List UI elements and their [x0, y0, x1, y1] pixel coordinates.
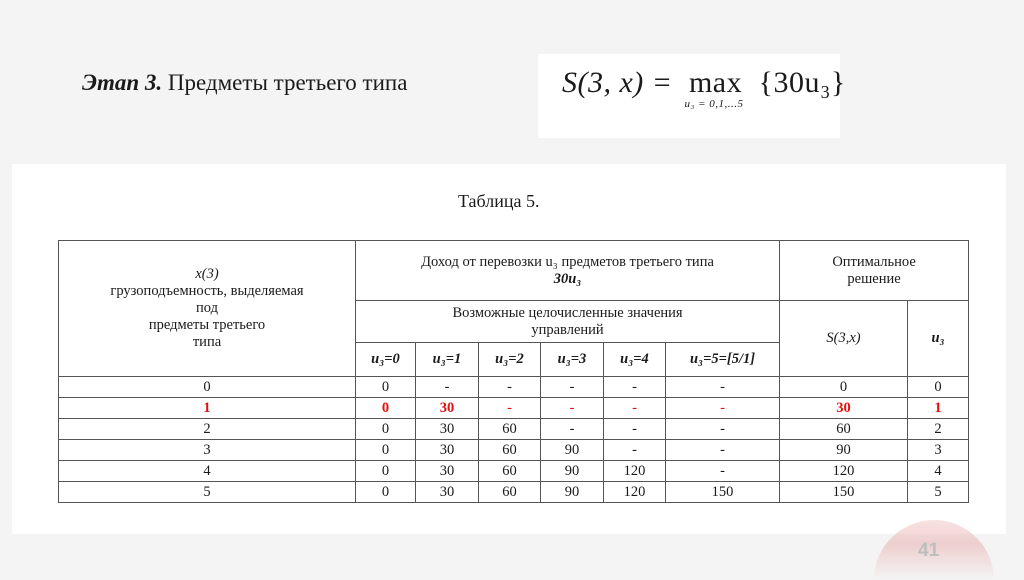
header-capacity-line-2: грузоподъемность, выделяемая	[110, 283, 304, 299]
header-income-line-2: 30u₃	[553, 270, 582, 287]
cell-u: 3	[908, 440, 969, 461]
cell-value: -	[541, 377, 604, 398]
cell-x: 2	[59, 419, 356, 440]
cell-value: 30	[416, 419, 479, 440]
header-u-4: u₃=4	[604, 343, 666, 377]
cell-value: -	[666, 377, 780, 398]
cell-value: 60	[479, 482, 541, 503]
cell-u: 0	[908, 377, 969, 398]
formula-subscript: u₃ = 0,1,...5	[684, 98, 744, 110]
cell-value: 60	[479, 419, 541, 440]
header-possible-line-1: Возможные целочисленные значения	[452, 304, 683, 321]
header-capacity-line-5: типа	[192, 334, 222, 350]
cell-u: 5	[908, 482, 969, 503]
header-possible	[356, 301, 780, 343]
cell-s: 120	[780, 461, 908, 482]
cell-value: 0	[356, 398, 416, 419]
cell-s: 0	[780, 377, 908, 398]
cell-value: 150	[666, 482, 780, 503]
header-optimal-line-1: Оптимальное	[832, 253, 916, 270]
header-possible-line-2: управлений	[531, 321, 604, 338]
formula-rhs: {30u₃}	[758, 66, 846, 99]
cell-s: 60	[780, 419, 908, 440]
cell-x: 5	[59, 482, 356, 503]
cell-s: 150	[780, 482, 908, 503]
header-u-3: u₃=3	[541, 343, 604, 377]
table-row-highlighted	[59, 398, 969, 419]
results-table	[58, 240, 969, 503]
header-u: u₃	[908, 301, 969, 377]
formula-lhs: S(3, x) =	[562, 66, 673, 99]
cell-value: 0	[356, 377, 416, 398]
header-income	[356, 241, 780, 301]
cell-value: 60	[479, 440, 541, 461]
slide-heading	[82, 70, 407, 96]
header-u-0: u₃=0	[356, 343, 416, 377]
page-number: 41	[918, 540, 940, 561]
cell-value: -	[416, 377, 479, 398]
cell-s: 90	[780, 440, 908, 461]
cell-value: 90	[541, 440, 604, 461]
cell-value: -	[604, 398, 666, 419]
header-capacity-line-4: предметы третьего	[148, 317, 266, 333]
table-caption: Таблица 5.	[458, 191, 540, 211]
cell-value: -	[604, 440, 666, 461]
formula-max: max	[688, 66, 743, 99]
cell-value: 0	[356, 440, 416, 461]
header-optimal-line-2: решение	[847, 270, 901, 287]
header-u-1: u₃=1	[416, 343, 479, 377]
slide-title: Предметы третьего типа	[162, 70, 408, 95]
table-row	[59, 419, 969, 440]
cell-u: 2	[908, 419, 969, 440]
cell-u: 1	[908, 398, 969, 419]
cell-value: 0	[356, 461, 416, 482]
cell-value: 30	[416, 398, 479, 419]
header-u-2: u₃=2	[479, 343, 541, 377]
cell-value: 120	[604, 482, 666, 503]
cell-value: -	[604, 377, 666, 398]
table-row	[59, 461, 969, 482]
cell-value: -	[666, 419, 780, 440]
header-optimal	[780, 241, 969, 301]
cell-x: 1	[59, 398, 356, 419]
cell-value: -	[604, 419, 666, 440]
cell-x: 3	[59, 440, 356, 461]
cell-x: 0	[59, 377, 356, 398]
table-row	[59, 482, 969, 503]
formula-max-group	[681, 66, 751, 110]
cell-value: -	[666, 398, 780, 419]
cell-value: 120	[604, 461, 666, 482]
cell-s: 30	[780, 398, 908, 419]
cell-value: -	[541, 419, 604, 440]
header-s: S(3,x)	[780, 301, 908, 377]
formula	[562, 66, 846, 110]
cell-value: 60	[479, 461, 541, 482]
cell-x: 4	[59, 461, 356, 482]
cell-value: -	[541, 398, 604, 419]
cell-value: 90	[541, 482, 604, 503]
header-capacity	[59, 241, 356, 377]
header-capacity-line-1: x(3)	[195, 266, 219, 282]
cell-value: 0	[356, 419, 416, 440]
cell-u: 4	[908, 461, 969, 482]
cell-value: 30	[416, 440, 479, 461]
cell-value: 0	[356, 482, 416, 503]
cell-value: 90	[541, 461, 604, 482]
header-u-5: u₃=5=[5/1]	[666, 343, 780, 377]
cell-value: -	[479, 377, 541, 398]
cell-value: -	[479, 398, 541, 419]
stage-label: Этап 3.	[82, 70, 163, 95]
table-row	[59, 377, 969, 398]
formula-image	[538, 54, 846, 138]
header-income-line-1: Доход от перевозки u₃ предметов третьего типа	[421, 253, 714, 270]
cell-value: 30	[416, 461, 479, 482]
cell-value: -	[666, 440, 780, 461]
cell-value: -	[666, 461, 780, 482]
cell-value: 30	[416, 482, 479, 503]
table-row	[59, 440, 969, 461]
header-capacity-line-3: под	[196, 300, 218, 316]
